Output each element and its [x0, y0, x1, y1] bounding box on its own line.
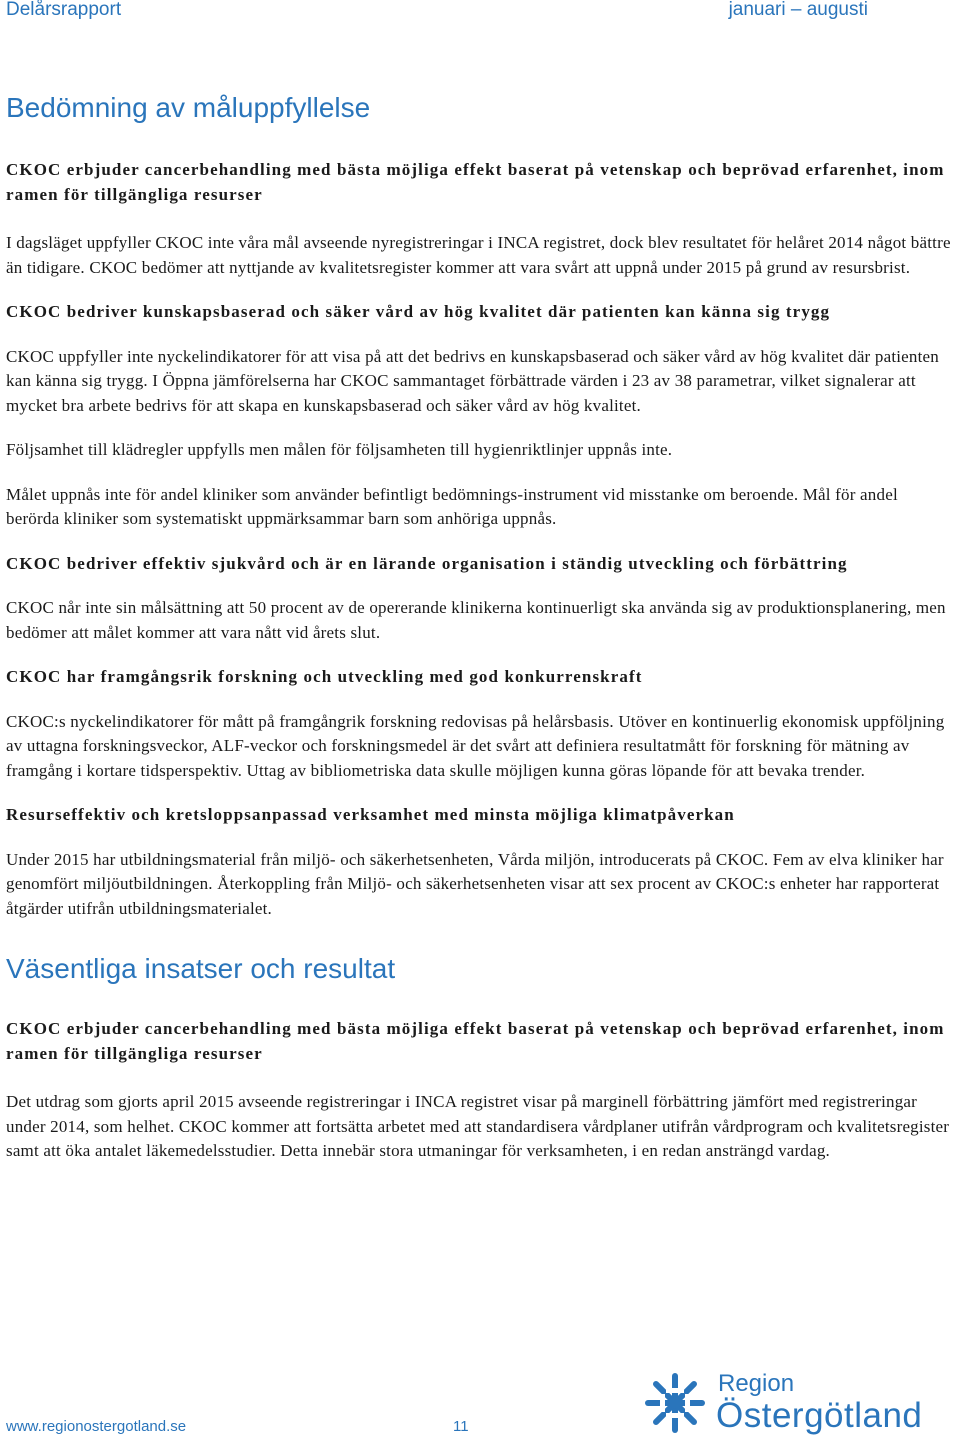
effort-text-cancer-care: Det utdrag som gjorts april 2015 avseende registreringar i INCA registret visar på marginell förbättring jämfört med registreringar under 2014, som helhet. CKOC kommer att fortsätta arbetet med att standardisera vårdplaner utifrån vårdprogram och kvalitetsregister samt att öka antalet läkemedelsstudier. Detta innebär stora utmaningar för verksamheten, i en redan ansträngd vardag.: [6, 1092, 950, 1160]
main-content: [6, 88, 954, 1164]
section-title-key-efforts: Väsentliga insatser och resultat: [6, 953, 396, 984]
logo-text-ostergotland: Östergötland: [716, 1396, 923, 1435]
goal-heading-effective-care: CKOC bedriver effektiv sjukvård och är en lärande organisation i ständig utveckling och förbättring: [6, 553, 848, 573]
goal-text-cancer-care: I dagsläget uppfyller CKOC inte våra mål avseende nyregistreringar i INCA registret, dock blev resultatet för helåret 2014 något bättre än tidigare. CKOC bedömer att nyttjande av kvalitetsregister kommer att vara svårt att uppnå under 2015 på grund av resursbrist.: [6, 233, 951, 277]
region-logo-icon: [640, 1368, 710, 1438]
section-title-assessment: Bedömning av måluppfyllelse: [6, 92, 371, 123]
effort-heading-cancer-care: CKOC erbjuder cancerbehandling med bästa möjliga effekt baserat på vetenskap och beprövad erfarenhet, inom ramen för tillgängliga resurser: [6, 1019, 945, 1063]
goal-heading-climate: Resurseffektiv och kretsloppsanpassad verksamhet med minsta möjliga klimatpåverkan: [6, 805, 735, 824]
footer-website-link[interactable]: www.regionostergotland.se: [6, 1418, 187, 1435]
region-ostergotland-logo: [640, 1368, 940, 1438]
logo-text-region: Region: [718, 1370, 795, 1397]
header-report-title: Delårsrapport: [6, 0, 122, 20]
goal-text-climate: Under 2015 har utbildningsmaterial från miljö- och säkerhetsenheten, Vårda miljön, introducerats på CKOC. Fem av elva kliniker har genomfört miljöutbildningen. Återkoppling från Miljö- och säkerhetsenheten visar att sex procent av CKOC:s enheter har rapporterat åtgärder utifrån utbildningsmaterialet.: [6, 849, 944, 918]
goal-text-effective-care: CKOC når inte sin målsättning att 50 procent av de opererande klinikerna kontinuerligt ska använda sig av produktionsplanering, men bedömer att målet kommer att vara nått vid årets slut.: [6, 598, 946, 642]
goal-heading-safe-care: CKOC bedriver kunskapsbaserad och säker vård av hög kvalitet där patienten kan känna sig trygg: [6, 302, 831, 321]
goal-heading-research: CKOC har framgångsrik forskning och utveckling med god konkurrenskraft: [6, 667, 643, 686]
goal-text-assessment-instrument: Målet uppnås inte för andel kliniker som använder befintligt bedömnings-instrument vid misstanke om beroende. Mål för andel berörda kliniker som systematiskt uppmärksammar barn som anhöriga uppnås.: [6, 484, 898, 528]
goal-text-safe-care: CKOC uppfyller inte nyckelindikatorer för att visa på att det bedrivs en kunskapsbaserad och säker vård av hög kvalitet där patienten kan känna sig trygg. I Öppna jämförelserna har CKOC sammantaget förbättrade värden i 23 av 38 parametrar, vilket signalerar att mycket bra arbete bedrivs för att skapa en kunskapsbaserad och säker vård av hög kvalitet.: [6, 346, 939, 415]
goal-text-hygiene: Följsamhet till klädregler uppfylls men målen för följsamheten till hygienriktlinjer uppnås inte.: [6, 440, 673, 459]
header-period: januari – augusti: [728, 0, 868, 20]
page-number: 11: [453, 1418, 469, 1435]
goal-text-research: CKOC:s nyckelindikatorer för mått på framgångrik forskning redovisas på helårsbasis. Utöver en kontinuerlig ekonomisk uppföljning av uttagna forskningsveckor, ALF-veckor och forskningsmedel är det svårt att definiera resultatmått för forskning för mätning av framgång i kortare tidsperspektiv. Uttag av bibliometriska data skulle möjligen kunna göras löpande för att bevaka trender.: [6, 711, 945, 780]
goal-heading-cancer-care: CKOC erbjuder cancerbehandling med bästa möjliga effekt baserat på vetenskap och beprövad erfarenhet, inom ramen för tillgängliga resurser: [6, 160, 945, 204]
